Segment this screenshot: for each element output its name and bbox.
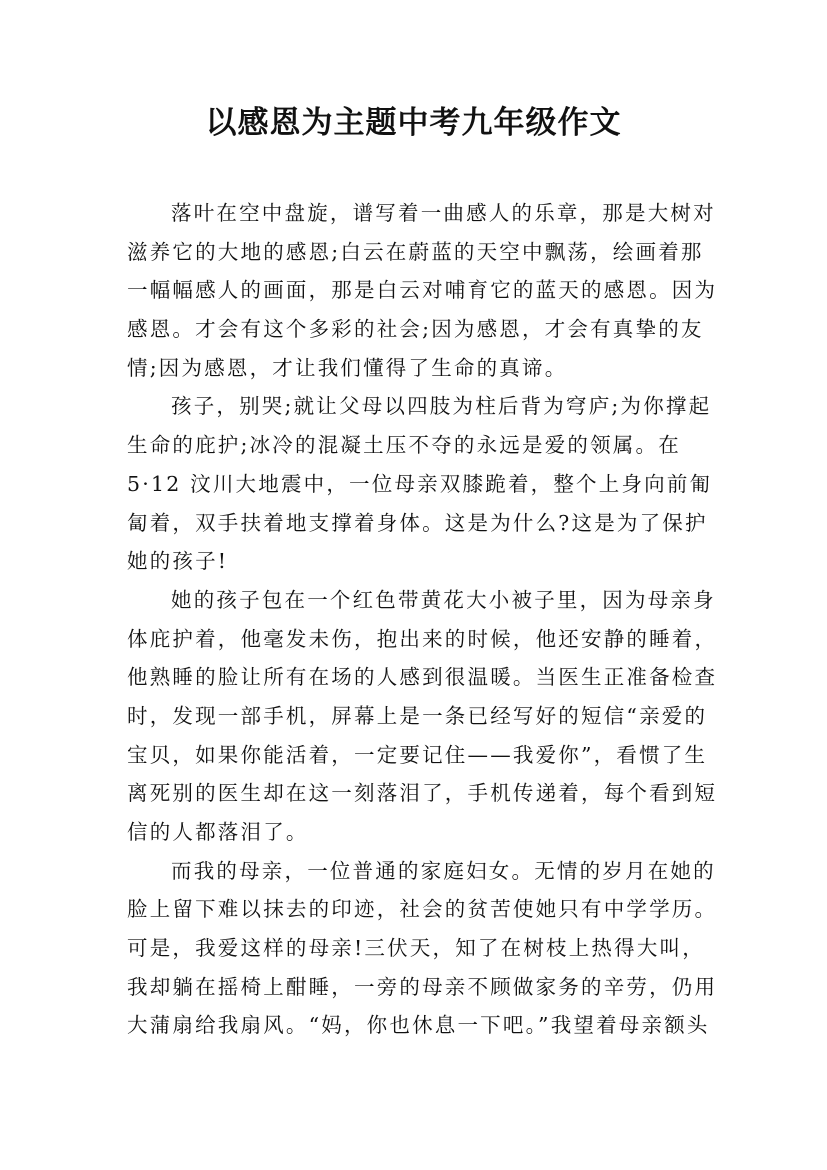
text-line: 宝贝，如果你能活着，一定要记住——我爱你”，看惯了生 xyxy=(127,742,708,767)
text-line: 滋养它的大地的感恩;白云在蔚蓝的天空中飘荡，绘画着那 xyxy=(127,239,704,264)
text-line: 感恩。才会有这个多彩的社会;因为感恩，才会有真挚的友 xyxy=(127,317,704,342)
text-line: 生命的庇护;冰冷的混凝土压不夺的永远是爱的领属。在 xyxy=(127,433,681,458)
text-line: 她的孩子! xyxy=(127,549,229,574)
text-line: 一幅幅感人的画面，那是白云对哺育它的蓝天的感恩。因为 xyxy=(127,278,718,303)
text-line: 离死别的医生却在这一刻落泪了，手机传递着，每个看到短 xyxy=(127,781,718,806)
text-line: 孩子，别哭;就让父母以四肢为柱后背为穹庐;为你撑起 xyxy=(171,394,712,419)
document-title: 以感恩为主题中考九年级作文 xyxy=(205,105,622,141)
text-line: 落叶在空中盘旋，谱写着一曲感人的乐章，那是大树对 xyxy=(171,201,716,225)
text-line: 大蒲扇给我扇风。“妈，你也休息一下吧。”我望着母亲额头 xyxy=(127,1013,710,1038)
text-line: 情;因为感恩，才让我们懂得了生命的真谛。 xyxy=(127,355,568,380)
text-line: 时，发现一部手机，屏幕上是一条已经写好的短信“亲爱的 xyxy=(127,703,708,728)
text-line: 5·12 汶川大地震中，一位母亲双膝跪着，整个上身向前匍 xyxy=(127,471,713,496)
text-line: 匐着，双手扶着地支撑着身体。这是为什么?这是为了保护 xyxy=(127,510,708,535)
text-line: 而我的母亲，一位普通的家庭妇女。无情的岁月在她的 xyxy=(171,858,716,883)
text-line: 体庇护着，他毫发未伤，抱出来的时候，他还安静的睡着， xyxy=(127,626,718,651)
document-body xyxy=(127,194,717,1045)
text-line: 她的孩子包在一个红色带黄花大小被子里，因为母亲身 xyxy=(171,587,716,612)
text-line: 我却躺在摇椅上酣睡，一旁的母亲不顾做家务的辛劳，仍用 xyxy=(127,974,718,999)
text-line: 信的人都落泪了。 xyxy=(127,820,309,844)
text-line: 可是，我爱这样的母亲!三伏天，知了在树枝上热得大叫， xyxy=(127,936,705,961)
text-line: 脸上留下难以抹去的印迹，社会的贫苦使她只有中学学历。 xyxy=(127,897,718,922)
text-line: 他熟睡的脸让所有在场的人感到很温暖。当医生正准备检查 xyxy=(127,665,718,690)
